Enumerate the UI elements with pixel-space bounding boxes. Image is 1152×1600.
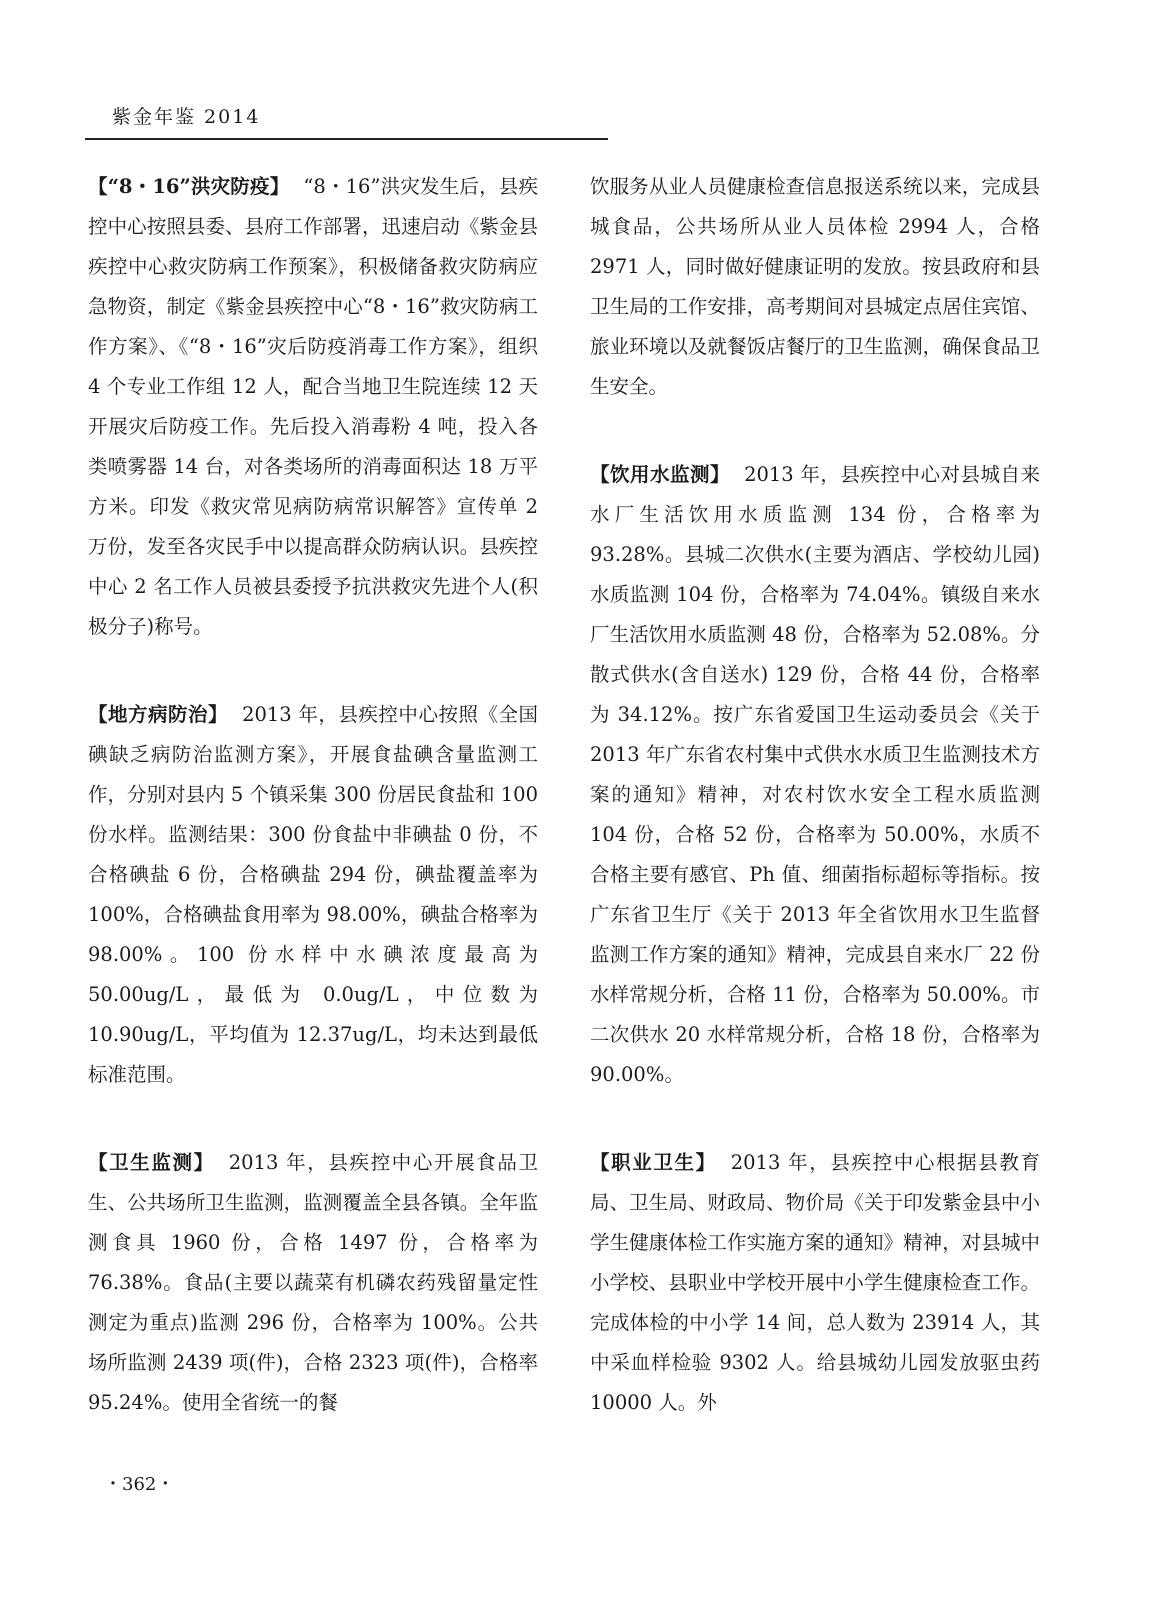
left-column (88, 167, 538, 1423)
section-body: 饮服务从业人员健康检查信息报送系统以来，完成县城食品，公共场所从业人员体检 2994 人，合格 2971 人，同时做好健康证明的发放。按县政府和县卫生局的工作安排，高考期间对县城定点居住宾馆、旅业环境以及就餐饭店餐厅的卫生监测，确保食品卫生安全。 (590, 175, 1040, 398)
section-body: 2013 年，县疾控中心开展食品卫生、公共场所卫生监测，监测覆盖全县各镇。全年监测食具 1960 份，合格 1497 份，合格率为 76.38%。食品(主要以蔬菜有机磷农药残留量定性测定为重点)监测 296 份，合格率为 100%。公共场所监测 2439 项(件)，合格 2323 项(件)，合格率 95.24%。使用全省统一的餐 (88, 1151, 538, 1414)
section-body: 2013 年，县疾控中心对县城自来水厂生活饮用水质监测 134 份，合格率为 93.28%。县城二次供水(主要为酒店、学校幼儿园)水质监测 104 份，合格率为 74.04%。镇级自来水厂生活饮用水质监测 48 份，合格率为 52.08%。分散式供水(含自送水) 129 份，合格 44 份，合格率为 34.12%。按广东省爱国卫生运动委员会《关于 2013 年广东省农村集中式供水水质卫生监测技术方案的通知》精神，对农村饮水安全工程水质监测 104 份，合格 52 份，合格率为 50.00%，水质不合格主要有感官、Ph 值、细菌指标超标等指标。按广东省卫生厅《关于 2013 年全省饮用水卫生监督监测工作方案的通知》精神，完成县自来水厂 22 份水样常规分析，合格 11 份，合格率为 50.00%。市二次供水 20 水样常规分析，合格 18 份，合格率为 90.00%。 (590, 463, 1040, 1086)
section-title: 【饮用水监测】 (590, 463, 731, 486)
section-title: 【卫生监测】 (88, 1151, 215, 1174)
header-rule (85, 138, 608, 140)
section-endemic-disease (88, 695, 538, 1095)
section-title: 【“8・16”洪灾防疫】 (88, 175, 290, 198)
section-hygiene-monitoring (88, 1143, 538, 1423)
section-hygiene-monitoring-continued (590, 167, 1040, 407)
running-header: 紫金年鉴 2014 (112, 106, 261, 128)
section-title: 【地方病防治】 (88, 703, 229, 726)
section-body: “8・16”洪灾发生后，县疾控中心按照县委、县府工作部署，迅速启动《紫金县疾控中心救灾防病工作预案》，积极储备救灾防病应急物资，制定《紫金县疾控中心“8・16”救灾防病工作方案》、《“8・16”灾后防疫消毒工作方案》，组织 4 个专业工作组 12 人，配合当地卫生院连续 12 天开展灾后防疫工作。先后投入消毒粉 4 吨，投入各类喷雾器 14 台，对各类场所的消毒面积达 18 万平方米。印发《救灾常见病防病常识解答》宣传单 2 万份，发至各灾民手中以提高群众防病认识。县疾控中心 2 名工作人员被县委授予抗洪救灾先进个人(积极分子)称号。 (88, 175, 538, 638)
section-body: 2013 年，县疾控中心根据县教育局、卫生局、财政局、物价局《关于印发紫金县中小学生健康体检工作实施方案的通知》精神，对县城中小学校、县职业中学校开展中小学生健康检查工作。完成体检的中小学 14 间，总人数为 23914 人，其中采血样检验 9302 人。给县城幼儿园发放驱虫药 10000 人。外 (590, 1151, 1040, 1414)
section-title: 【职业卫生】 (590, 1151, 717, 1174)
section-flood-prevention (88, 167, 538, 647)
right-column (590, 167, 1040, 1423)
section-occupational-health (590, 1143, 1040, 1423)
section-drinking-water (590, 455, 1040, 1095)
section-body: 2013 年，县疾控中心按照《全国碘缺乏病防治监测方案》，开展食盐碘含量监测工作，分别对县内 5 个镇采集 300 份居民食盐和 100 份水样。监测结果：300 份食盐中非碘盐 0 份，不合格碘盐 6 份，合格碘盐 294 份，碘盐覆盖率为 100%，合格碘盐食用率为 98.00%，碘盐合格率为 98.00%。100 份水样中水碘浓度最高为 50.00ug/L，最低为 0.0ug/L，中位数为 10.90ug/L，平均值为 12.37ug/L，均未达到最低标准范围。 (88, 703, 538, 1086)
page-number: ・362・ (104, 1474, 175, 1495)
